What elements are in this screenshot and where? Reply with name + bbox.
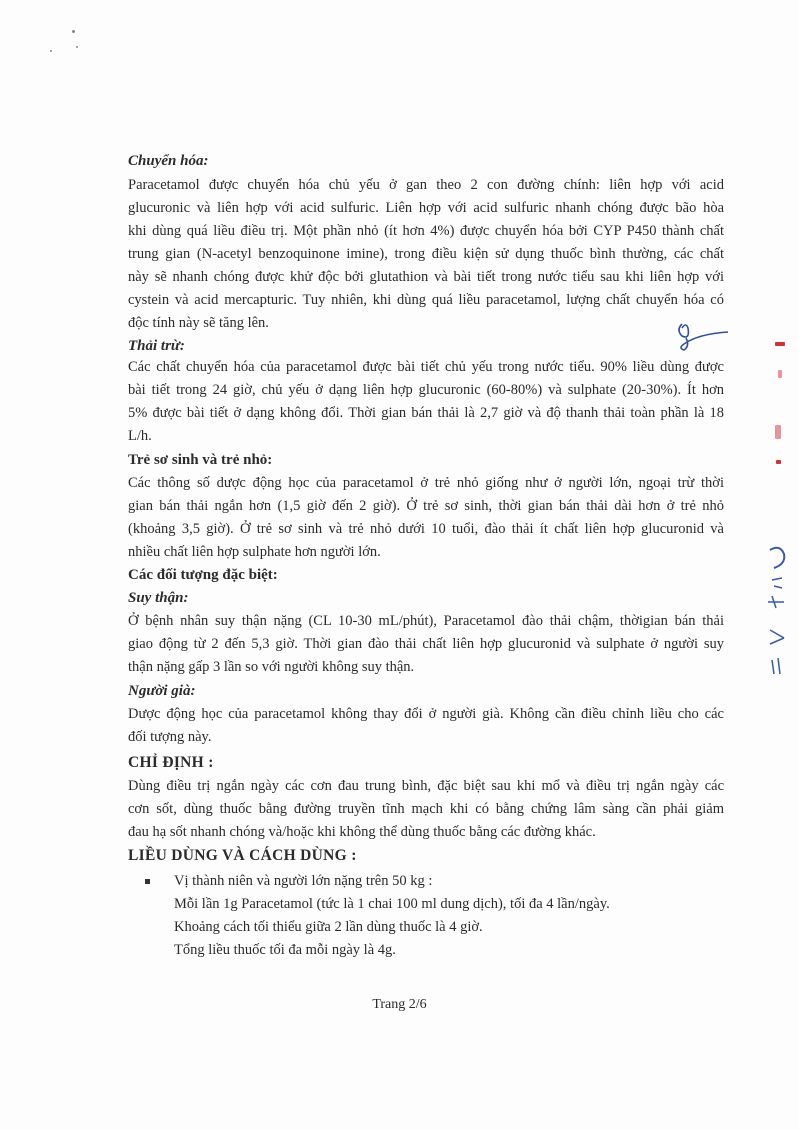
section-heading-indications: CHỈ ĐỊNH : <box>128 754 214 771</box>
text-line: glucuronic và liên hợp với acid sulfuric. Liên hợp với acid sulfuric nhanh chóng được bão hòa <box>128 200 724 216</box>
text-line: Dược động học của paracetamol không thay đổi ở người già. Không cần điều chỉnh liều cho các <box>128 706 724 722</box>
text-line: (khoảng 3,5 giờ). Ở trẻ sơ sinh và trẻ nhỏ dưới 10 tuổi, đào thải ít chất liên hợp glucuronid và <box>128 521 724 537</box>
document-body <box>128 151 724 963</box>
text-line: Các chất chuyển hóa của paracetamol được bài tiết chủ yếu trong nước tiểu. 90% liều dùng được <box>128 359 724 375</box>
text-line: trung gian (N-acetyl benzoquinone imine), trong điều kiện sử dụng thuốc bình thường, các chất <box>128 246 724 262</box>
text-line: độc tính này sẽ tăng lên. <box>128 315 269 331</box>
elimination-paragraph <box>128 356 724 448</box>
blue-stamp-fragment <box>760 540 796 690</box>
metabolism-paragraph <box>128 174 724 335</box>
text-line: bài tiết trong 24 giờ, chủ yếu ở dạng liên hợp glucuronic (60-80%) và sulphate (20-30%). Ít hơn <box>128 382 724 398</box>
text-line: giao động từ 2 đến 5,3 giờ. Thời gian đào thải chất liên hợp glucuronid và sulphate ở người suy <box>128 636 724 652</box>
text-line: L/h. <box>128 428 152 444</box>
elderly-paragraph <box>128 703 724 749</box>
section-heading-metabolism: Chuyển hóa: <box>128 153 209 169</box>
stamp-edge-mark <box>778 370 782 378</box>
square-bullet-icon <box>145 879 150 884</box>
text-line: Tổng liều thuốc tối đa mỗi ngày là 4g. <box>174 942 396 958</box>
text-line: nhiều chất liên hợp sulphate hơn người lớn. <box>128 544 381 560</box>
text-line: cơn sốt, dùng thuốc bằng đường truyền tĩnh mạch khi có bằng chứng lâm sàng cần phải giảm <box>128 801 724 817</box>
text-line: Các thông số dược động học của paracetamol ở trẻ nhỏ giống như ở người lớn, ngoại trừ thời <box>128 475 724 491</box>
dosage-bullet-item <box>145 870 724 962</box>
text-line: gian bán thải ngắn hơn (1,5 giờ đến 2 giờ). Ở trẻ sơ sinh, thời gian bán thải dài hơn ở trẻ nhỏ <box>128 498 724 514</box>
scan-speck <box>76 46 78 48</box>
text-line: Paracetamol được chuyển hóa chủ yếu ở gan theo 2 con đường chính: liên hợp với acid <box>128 177 724 193</box>
stamp-edge-mark <box>776 460 781 464</box>
section-heading-dosage: LIỀU DÙNG VÀ CÁCH DÙNG : <box>128 847 357 864</box>
text-line: Khoảng cách tối thiểu giữa 2 lần dùng thuốc là 4 giờ. <box>174 919 483 935</box>
text-line: Mỗi lần 1g Paracetamol (tức là 1 chai 100 ml dung dịch), tối đa 4 lần/ngày. <box>174 896 610 912</box>
section-heading-neonates: Trẻ sơ sinh và trẻ nhỏ: <box>128 452 273 468</box>
subheading-elderly: Người già: <box>128 683 196 699</box>
stamp-edge-mark <box>775 425 781 439</box>
text-line: Dùng điều trị ngắn ngày các cơn đau trung bình, đặc biệt sau khi mổ và điều trị ngắn ngày các <box>128 778 724 794</box>
scan-speck <box>72 30 75 33</box>
stamp-edge-mark <box>775 342 785 346</box>
text-line: cystein và acid mercapturic. Tuy nhiên, khi dùng quá liều paracetamol, lượng chất chuyển hóa có <box>128 292 724 308</box>
section-heading-special-populations: Các đối tượng đặc biệt: <box>128 567 278 583</box>
indications-paragraph <box>128 775 724 844</box>
text-line: đối tượng này. <box>128 729 212 745</box>
page-number: Trang 2/6 <box>372 997 427 1012</box>
subheading-renal: Suy thận: <box>128 590 189 606</box>
text-line: Vị thành niên và người lớn nặng trên 50 kg : <box>174 873 433 889</box>
text-line: 5% được bài tiết ở dạng không đổi. Thời gian bán thải là 2,7 giờ và độ thanh thải toàn phần là 18 <box>128 405 724 421</box>
section-heading-elimination: Thải trừ: <box>128 338 185 354</box>
text-line: đau hạ sốt nhanh chóng và/hoặc khi không thể dùng thuốc bằng các đường khác. <box>128 824 596 840</box>
text-line: này sẽ nhanh chóng được khử độc bởi glutathion và bài tiết trong nước tiểu sau khi liên hợp với <box>128 269 724 285</box>
text-line: khi dùng quá liều điều trị. Một phần nhỏ (ít hơn 4%) được chuyển hóa bởi CYP P450 thành chất <box>128 223 724 239</box>
neonates-paragraph <box>128 472 724 564</box>
renal-paragraph <box>128 610 724 679</box>
text-line: Ở bệnh nhân suy thận nặng (CL 10-30 mL/phút), Paracetamol đào thải chậm, thờigian bán thải <box>128 613 724 629</box>
scan-speck <box>50 50 52 52</box>
text-line: thận nặng gấp 3 lần so với người không suy thận. <box>128 659 415 675</box>
